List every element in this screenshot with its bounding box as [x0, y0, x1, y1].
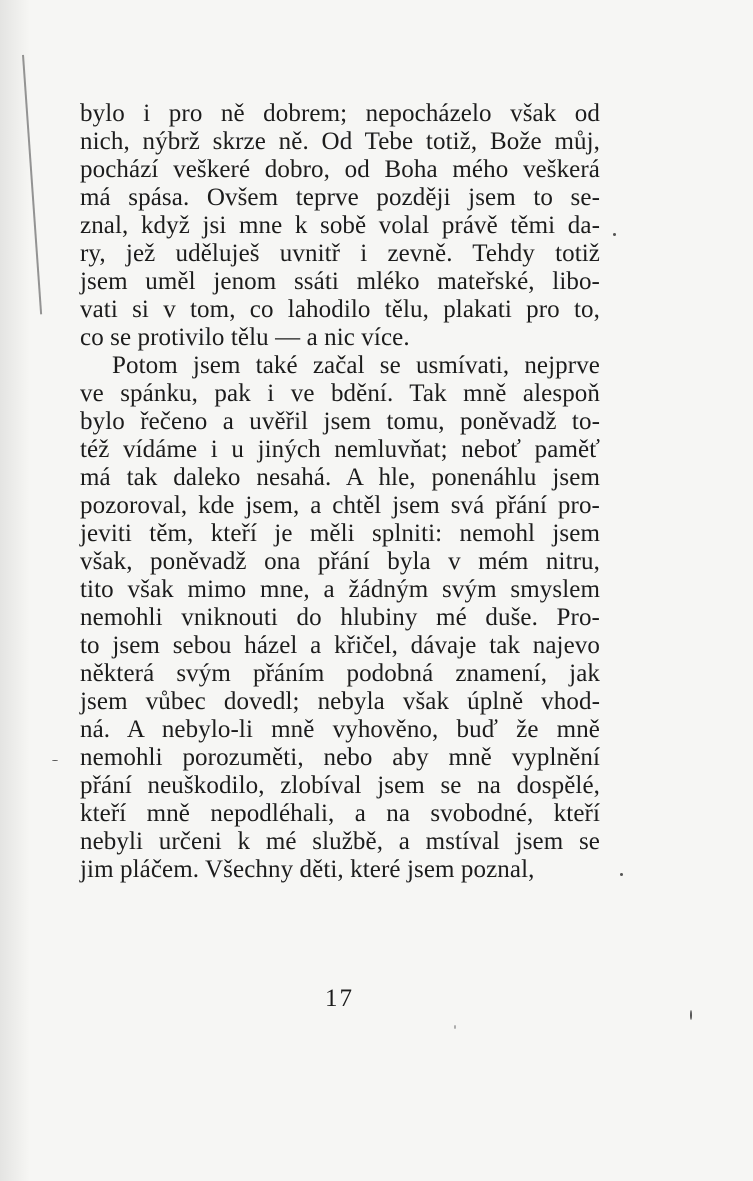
text-line: znal, když jsi mne k sobě volal právě těmi da-: [80, 212, 600, 239]
dust-speck: [613, 233, 616, 236]
text-line: některá svým přáním podobná znamení, jak: [80, 660, 600, 687]
page-number: 17: [325, 985, 354, 1012]
text-line: ry, jež uděluješ uvnitř i zevně. Tehdy totiž: [80, 240, 600, 267]
text-line: kteří mně nepodléhali, a na svobodné, kteří: [80, 800, 600, 827]
text-line: jsem uměl jenom ssáti mléko mateřské, libo-: [80, 268, 600, 295]
body-text: [80, 100, 600, 884]
text-line: též vídáme i u jiných nemluvňat; neboť paměť: [80, 436, 600, 463]
text-line: bylo i pro ně dobrem; nepocházelo však od: [80, 100, 600, 127]
text-line: má spása. Ovšem teprve později jsem to se-: [80, 184, 600, 211]
text-line: však, poněvadž ona přání byla v mém nitru,: [80, 548, 600, 575]
text-line: vati si v tom, co lahodilo tělu, plakati pro to,: [80, 296, 600, 323]
page-gutter-shadow: [0, 0, 30, 1181]
text-line: jeviti těm, kteří je měli splniti: nemohl jsem: [80, 520, 600, 547]
text-line: nich, nýbrž skrze ně. Od Tebe totiž, Bože můj,: [80, 128, 600, 155]
text-line: pozoroval, kde jsem, a chtěl jsem svá přání pro-: [80, 492, 600, 519]
text-line: jsem vůbec dovedl; nebyla však úplně vhod-: [80, 688, 600, 715]
text-line: to jsem sebou házel a křičel, dávaje tak najevo: [80, 632, 600, 659]
dust-speck: [690, 1010, 692, 1020]
text-line: tito však mimo mne, a žádným svým smyslem: [80, 576, 600, 603]
text-line: nemohli vniknouti do hlubiny mé duše. Pro-: [80, 604, 600, 631]
text-line: jim pláčem. Všechny děti, které jsem poznal,: [80, 856, 535, 883]
dust-speck: [620, 873, 623, 876]
text-line: přání neuškodilo, zlobíval jsem se na dospělé,: [80, 772, 600, 799]
text-line: ve spánku, pak i ve bdění. Tak mně alespoň: [80, 380, 600, 407]
text-line: pochází veškeré dobro, od Boha mého veškerá: [80, 156, 600, 183]
text-line: co se protivilo tělu — a nic více.: [80, 324, 410, 351]
text-line: Potom jsem také začal se usmívati, nejprve: [112, 352, 600, 379]
text-line: bylo řečeno a uvěřil jsem tomu, poněvadž to-: [80, 408, 600, 435]
text-line: ná. A nebylo-li mně vyhověno, buď že mně: [80, 716, 600, 743]
text-line: nebyli určeni k mé službě, a mstíval jsem se: [80, 828, 600, 855]
text-line: nemohli porozuměti, nebo aby mně vyplnění: [80, 744, 600, 771]
text-line: má tak daleko nesahá. A hle, ponenáhlu jsem: [80, 464, 600, 491]
dust-speck: [52, 760, 58, 761]
dust-speck: [454, 1025, 456, 1029]
